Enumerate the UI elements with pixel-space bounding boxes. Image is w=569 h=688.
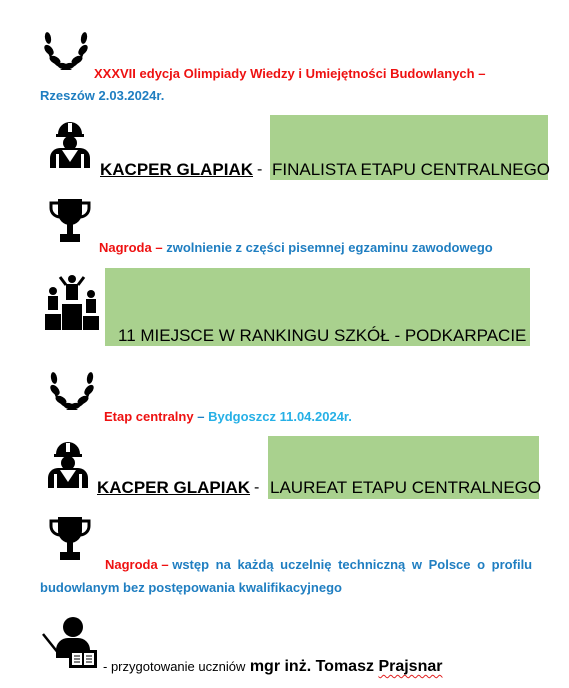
laurel-wreath-icon	[46, 362, 98, 414]
award2-line1-text: wstęp na każdą uczelnię techniczną w Polsce o profilu	[172, 557, 533, 572]
teacher-prefix: - przygotowanie uczniów	[103, 659, 246, 674]
finalist-line	[100, 160, 253, 180]
finalist-sep: -	[257, 161, 263, 178]
trophy-icon	[48, 515, 92, 563]
laurel-wreath-icon	[40, 22, 92, 74]
ranking-text: 11 MIEJSCE W RANKINGU SZKÓŁ - PODKARPACIE	[118, 326, 527, 345]
laureate-sep: -	[254, 479, 260, 496]
central-place: Bydgoszcz 11.04.2024r.	[208, 409, 352, 424]
central-dash: –	[197, 409, 205, 424]
finalist-title: FINALISTA ETAPU CENTRALNEGO	[272, 160, 551, 179]
award2-line1	[105, 557, 569, 572]
award1-label: Nagroda –	[99, 240, 163, 255]
laureate-name: KACPER GLAPIAK	[97, 478, 251, 497]
teacher-icon	[40, 614, 100, 670]
award1-text: zwolnienie z części pisemnej egzaminu zawodowego	[166, 240, 493, 255]
teacher-line	[103, 658, 442, 676]
award2-line2: budowlanym bez postępowania kwalifikacyjnego	[40, 580, 342, 595]
olympiad-title-red: XXXVII edycja Olimpiady Wiedzy i Umiejętności Budowlanych –	[94, 66, 486, 81]
trophy-icon	[48, 197, 92, 245]
podium-icon	[44, 274, 100, 332]
olympiad-title	[94, 66, 485, 81]
finalist-name: KACPER GLAPIAK	[100, 160, 254, 179]
laureate-line	[97, 478, 250, 498]
central-stage	[104, 409, 352, 424]
olympiad-date: Rzeszów 2.03.2024r.	[40, 88, 165, 103]
central-label: Etap centralny	[104, 409, 194, 424]
worker-helmet-icon	[46, 118, 94, 168]
award1	[99, 240, 493, 255]
award2-label: Nagroda –	[105, 557, 169, 572]
teacher-title: mgr inż. Tomasz	[249, 658, 374, 675]
laureate-title: LAUREAT ETAPU CENTRALNEGO	[270, 478, 542, 497]
teacher-surname: Prajsnar	[378, 658, 443, 675]
worker-helmet-icon	[44, 438, 92, 488]
